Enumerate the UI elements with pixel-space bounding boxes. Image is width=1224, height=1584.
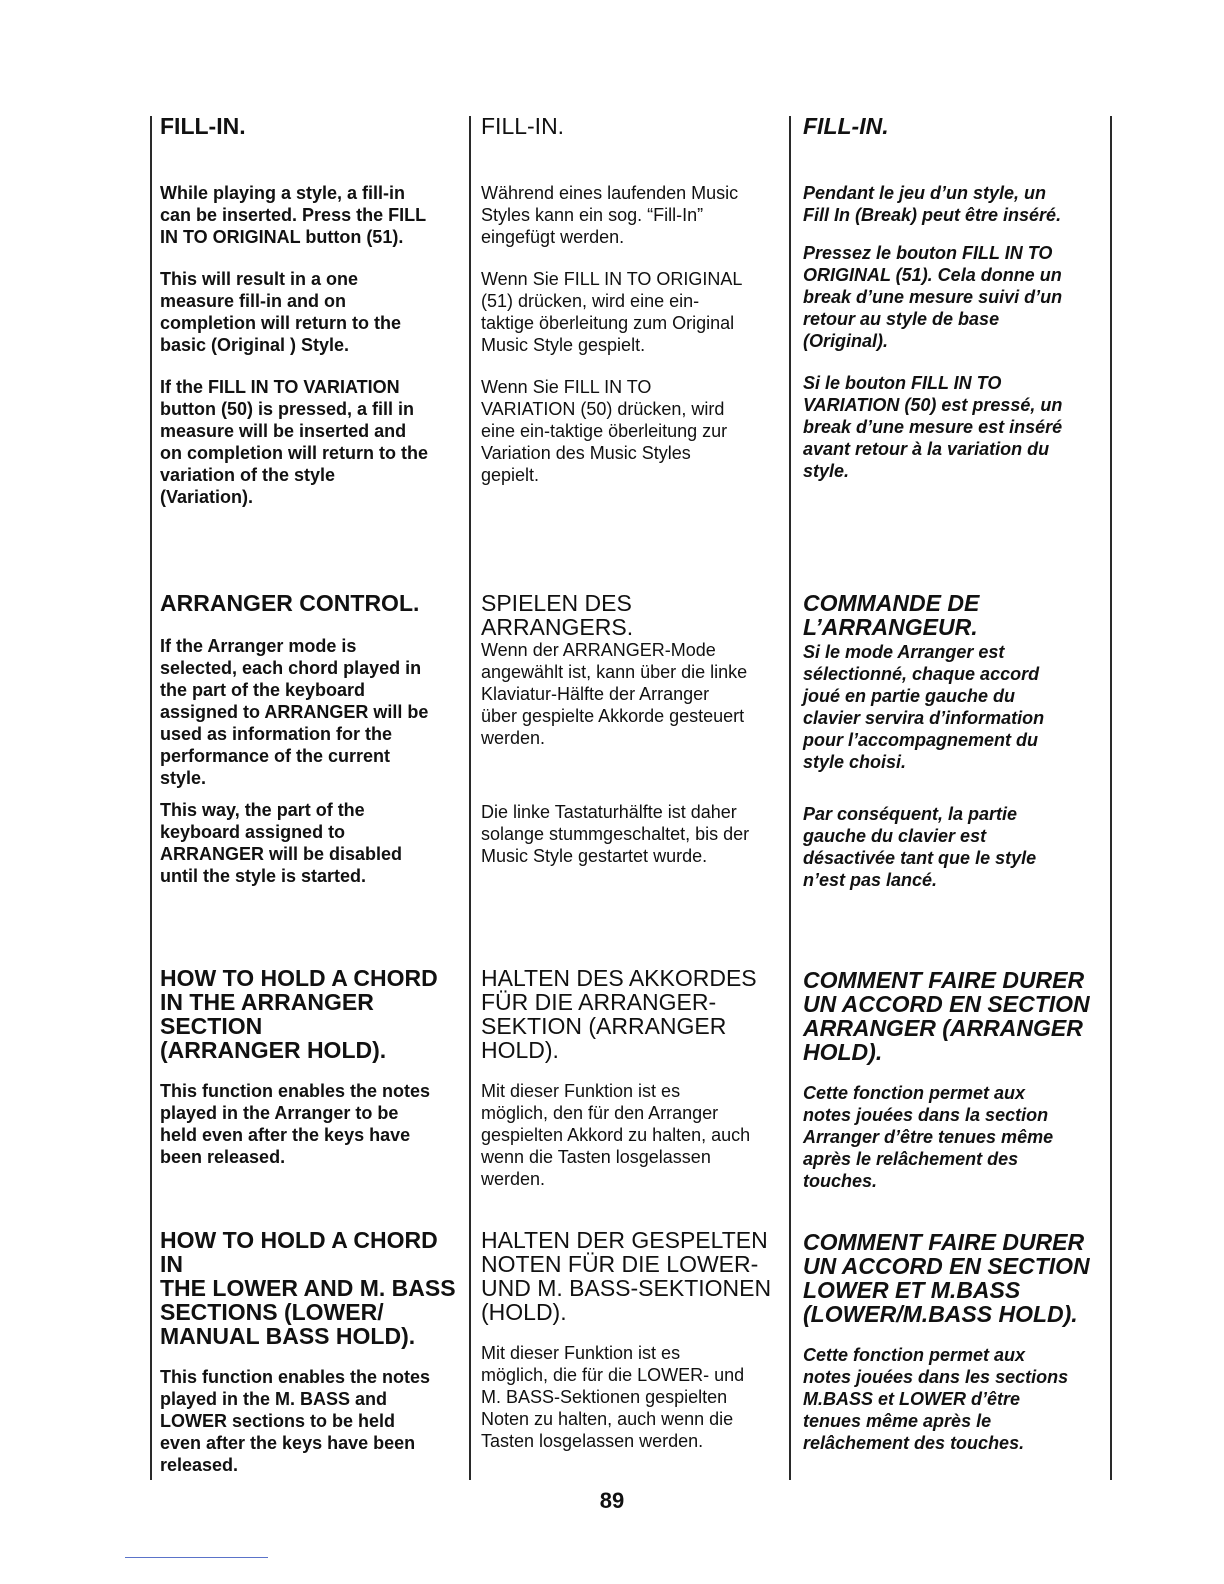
paragraph: While playing a style, a fill-in can be inserted. Press the FILL IN TO ORIGINAL button (51). — [160, 183, 427, 247]
french-column — [803, 0, 1108, 1584]
paragraph: Mit dieser Funktion ist es möglich, den für den Arranger gespielten Akkord zu halten, auch wenn die Tasten losgelassen werden. — [481, 1081, 751, 1189]
paragraph: Par conséquent, la partie gauche du clavier est désactivée tant que le style n’est pas lancé. — [803, 804, 1037, 890]
paragraph: Cette fonction permet aux notes jouées dans la section Arranger d’être tenues même après le relâchement des touches. — [803, 1083, 1054, 1191]
column-divider-left — [150, 116, 152, 1480]
english-column — [160, 0, 465, 1584]
section-heading: SPIELEN DES ARRANGERS. — [481, 590, 634, 640]
arranger-hold-section-en — [160, 966, 465, 1182]
paragraph: Mit dieser Funktion ist es möglich, die für die LOWER- und M. BASS-Sektionen gespielten Noten zu halten, auch wenn die Tasten losgelassen werden. — [481, 1343, 745, 1451]
lower-hold-section-de — [481, 1228, 786, 1466]
section-heading: COMMENT FAIRE DURER UN ACCORD EN SECTION ARRANGER (ARRANGER HOLD). — [803, 967, 1090, 1065]
fill-in-section-en — [160, 114, 465, 522]
section-heading: FILL-IN. — [481, 113, 565, 139]
paragraph: Während eines laufenden Music Styles kann ein sog. “Fill-In” eingefügt werden. — [481, 183, 739, 247]
paragraph: This way, the part of the keyboard assigned to ARRANGER will be disabled until the style is started. — [160, 800, 403, 886]
paragraph: Wenn der ARRANGER-Mode angewählt ist, kann über die linke Klaviatur-Hälfte der Arranger über gespielte Akkorde gesteuert werden. — [481, 640, 748, 748]
paragraph: Die linke Tastaturhälfte ist daher solange stummgeschaltet, bis der Music Style gestartet wurde. — [481, 802, 750, 866]
section-heading: ARRANGER CONTROL. — [160, 590, 420, 616]
paragraph: This function enables the notes played in the M. BASS and LOWER sections to be held even after the keys have been released. — [160, 1367, 431, 1475]
footer-rule — [125, 1557, 268, 1558]
column-divider-mid-1 — [469, 116, 471, 1480]
fill-in-section-fr — [803, 114, 1108, 496]
paragraph: Pendant le jeu d’un style, un Fill In (Break) peut être inséré. — [803, 183, 1062, 225]
paragraph: Wenn Sie FILL IN TO VARIATION (50) drücken, wird eine ein-taktige öberleitung zur Variation des Music Styles gepielt. — [481, 377, 728, 485]
paragraph: If the Arranger mode is selected, each chord played in the part of the keyboard assigned to ARRANGER will be used as information for the performance of the current style. — [160, 636, 429, 788]
section-heading: HALTEN DER GESPELTEN NOTEN FÜR DIE LOWER- UND M. BASS-SEKTIONEN (HOLD). — [481, 1227, 772, 1325]
column-divider-right — [1110, 116, 1112, 1480]
arranger-control-section-de — [481, 591, 786, 881]
section-heading: HALTEN DES AKKORDES FÜR DIE ARRANGER- SEKTION (ARRANGER HOLD). — [481, 965, 757, 1063]
paragraph: If the FILL IN TO VARIATION button (50) is pressed, a fill in measure will be inserted and on completion will return to the variation of the style (Variation). — [160, 377, 428, 507]
paragraph: Wenn Sie FILL IN TO ORIGINAL (51) drücken, wird eine ein- taktige öberleitung zum Original Music Style gespielt. — [481, 269, 743, 355]
arranger-hold-section-fr — [803, 968, 1108, 1206]
paragraph: Cette fonction permet aux notes jouées dans les sections M.BASS et LOWER d’être tenues même après le relâchement des touches. — [803, 1345, 1069, 1453]
paragraph: This function enables the notes played in the Arranger to be held even after the keys have been released. — [160, 1081, 431, 1167]
arranger-hold-section-de — [481, 966, 786, 1204]
section-heading: FILL-IN. — [160, 113, 246, 139]
paragraph: Si le bouton FILL IN TO VARIATION (50) est pressé, un break d’une mesure est inséré avant retour à la variation du style. — [803, 373, 1063, 481]
lower-hold-section-en — [160, 1228, 465, 1490]
section-heading: FILL-IN. — [803, 113, 889, 139]
section-heading: COMMENT FAIRE DURER UN ACCORD EN SECTION LOWER ET M.BASS (LOWER/M.BASS HOLD). — [803, 1229, 1090, 1327]
fill-in-section-de — [481, 114, 786, 500]
column-divider-mid-2 — [789, 116, 791, 1480]
german-column — [481, 0, 786, 1584]
arranger-control-section-en — [160, 591, 465, 901]
paragraph: Pressez le bouton FILL IN TO ORIGINAL (51). Cela donne un break d’une mesure suivi d’un retour au style de base (Original). — [803, 243, 1063, 351]
section-heading: COMMANDE DE L’ARRANGEUR. — [803, 590, 980, 640]
lower-hold-section-fr — [803, 1230, 1108, 1468]
paragraph: Si le mode Arranger est sélectionné, chaque accord joué en partie gauche du clavier servira d’information pour l’accompagnement du style choisi. — [803, 642, 1045, 772]
page-number: 89 — [599, 1488, 625, 1513]
arranger-control-section-fr — [803, 591, 1108, 905]
section-heading: HOW TO HOLD A CHORD IN THE LOWER AND M. BASS SECTIONS (LOWER/ MANUAL BASS HOLD). — [160, 1227, 456, 1349]
paragraph: This will result in a one measure fill-in and on completion will return to the basic (Original ) Style. — [160, 269, 402, 355]
section-heading: HOW TO HOLD A CHORD IN THE ARRANGER SECTION (ARRANGER HOLD). — [160, 965, 438, 1063]
